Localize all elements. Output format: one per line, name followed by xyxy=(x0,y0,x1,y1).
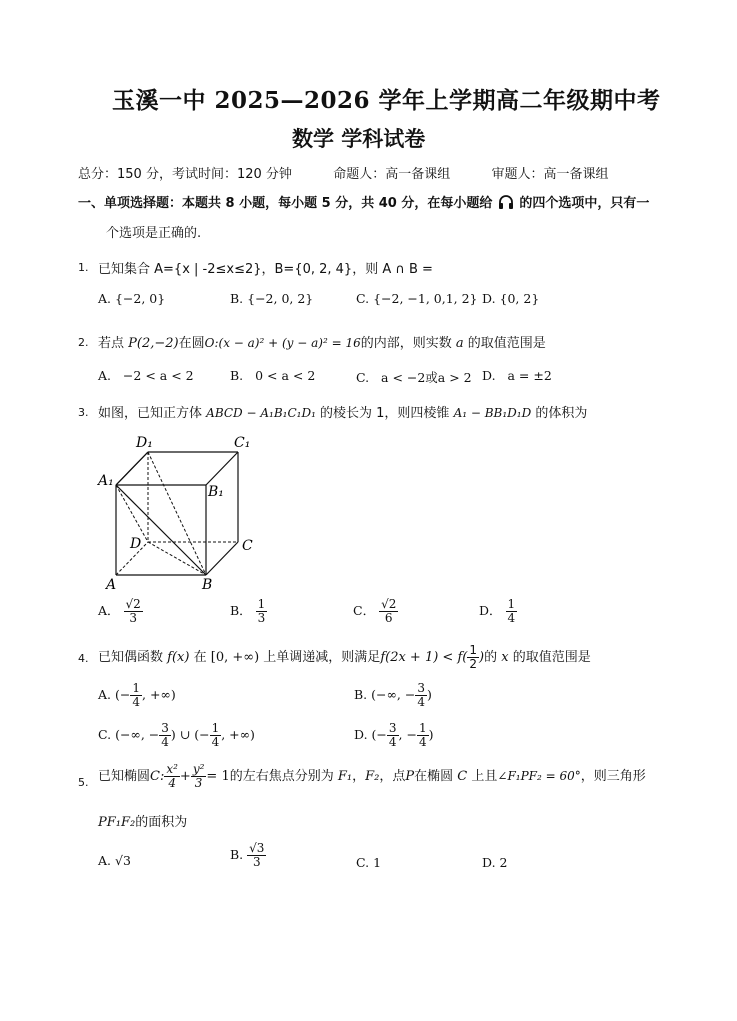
option-label: A． xyxy=(98,603,120,619)
frac-num: x² xyxy=(166,762,178,776)
frac-den: 4 xyxy=(417,695,425,710)
q5-angle: ∠F₁PF₂ = 60° xyxy=(497,769,581,784)
frac-den: 2 xyxy=(469,657,477,672)
q2-option-c: C. a < −2或a > 2 xyxy=(356,370,472,385)
q2-point: P(2,−2) xyxy=(128,336,179,351)
frac-num: y² xyxy=(192,762,205,776)
question-5-stem xyxy=(98,763,646,790)
option-label: A. xyxy=(98,853,112,868)
frac-den: 6 xyxy=(384,611,393,626)
q4-interval: [0, +∞) xyxy=(210,650,260,666)
frac-num: √2 xyxy=(381,597,397,611)
q1-option-a: A. {−2, 0} xyxy=(98,291,166,306)
label-c: C xyxy=(242,538,253,554)
q4-ineq: f(2x + 1) < f( xyxy=(380,650,468,666)
option-label: C． xyxy=(353,603,376,619)
q1-option-c: C. {−2, −1, 0,1, 2} xyxy=(356,291,478,306)
opt-part: ) xyxy=(426,687,432,703)
question-number: 2. xyxy=(78,336,89,349)
frac-num: √2 xyxy=(125,597,141,611)
q3-stem-a: 如图，已知正方体 xyxy=(98,406,203,421)
q5-option-b xyxy=(230,842,266,869)
frac-den: 3 xyxy=(129,611,137,626)
q1-option-b: B. {−2, 0, 2} xyxy=(230,291,314,306)
q5-stem-f: ，则三角形 xyxy=(580,769,646,785)
frac-num: 1 xyxy=(418,721,427,735)
q3-cube: ABCD − A₁B₁C₁D₁ xyxy=(206,406,316,420)
exam-info: 总分：150 分，考试时间：120 分钟 命题人：高一备课组 审题人：高一备课组 xyxy=(78,167,609,182)
opt-part: ) xyxy=(428,727,434,743)
q5-stem-g: 的面积为 xyxy=(135,815,188,830)
q5-triangle: PF₁F₂ xyxy=(98,815,136,830)
exam-title: 玉溪一中 2025—2026 学年上学期高二年级期中考 xyxy=(112,87,661,114)
frac-num: 1 xyxy=(132,681,140,695)
frac-num: 1 xyxy=(507,597,516,611)
q2-stem-b: 在圆 xyxy=(178,336,205,351)
q5-C2: C xyxy=(457,769,468,785)
label-d: D xyxy=(130,536,142,552)
question-number: 4. xyxy=(78,652,89,665)
frac-den: 4 xyxy=(161,735,169,750)
section-heading-a: 一、单项选择题：本题共 8 小题，每小题 5 分，共 40 分，在每小题给 xyxy=(78,196,493,211)
opt-part: (− xyxy=(371,727,387,743)
section-heading-b: 的四个选项中，只有一 xyxy=(519,196,650,211)
q1-option-d: D. {0, 2} xyxy=(482,291,540,306)
q5-C: C: xyxy=(150,769,165,785)
q4-option-d xyxy=(354,722,434,749)
frac-num: 1 xyxy=(257,597,266,611)
option-label: B. xyxy=(230,847,244,863)
q4-stem-e: 的取值范围是 xyxy=(512,650,591,666)
q2-stem-a: 若点 xyxy=(98,336,125,351)
exam-subtitle: 数学 学科试卷 xyxy=(292,126,426,151)
q5-F1: F₁ xyxy=(337,769,353,785)
q3-stem-c: 的体积为 xyxy=(535,406,588,421)
question-3-stem xyxy=(98,402,587,421)
frac-num: √3 xyxy=(249,841,265,855)
q4-stem-a: 已知偶函数 xyxy=(98,650,164,666)
question-4-stem xyxy=(98,644,591,671)
q3-option-a xyxy=(98,598,143,625)
frac-num: 3 xyxy=(417,681,425,695)
opt-part: (− xyxy=(115,687,131,703)
frac-den: 3 xyxy=(257,611,266,626)
opt-part: , +∞) xyxy=(142,687,176,703)
frac-den: 4 xyxy=(132,695,140,710)
option-value: √3 xyxy=(115,853,131,868)
label-b: B xyxy=(202,577,213,593)
option-label: B． xyxy=(230,603,252,619)
q5-option-a xyxy=(98,853,131,868)
frac-num: 3 xyxy=(388,721,397,735)
q2-stem-d: 的取值范围是 xyxy=(467,336,546,351)
q5-F2: F₂ xyxy=(365,769,380,785)
label-a: A xyxy=(106,577,117,593)
section-heading xyxy=(78,192,649,215)
frac-den: 4 xyxy=(507,611,516,626)
q5-eq: = 1 xyxy=(206,769,230,785)
cube-figure xyxy=(96,430,266,595)
q2-circle: O:(x − a)² + (y − a)² = 16 xyxy=(204,336,361,350)
frac-den: 3 xyxy=(252,855,261,870)
frac-num: 3 xyxy=(161,721,169,735)
q2-option-d: D. a = ±2 xyxy=(482,368,552,383)
q5-stem-d: 在椭圆 xyxy=(414,769,454,785)
q5-comma: ， xyxy=(352,769,366,785)
headphone-icon xyxy=(497,193,515,215)
q5-stem-c: ，点 xyxy=(379,769,406,785)
q5-option-c: C. 1 xyxy=(356,855,382,870)
opt-part: (−∞, − xyxy=(115,727,160,743)
question-number: 1. xyxy=(78,261,89,274)
frac-den: 3 xyxy=(194,776,203,791)
q2-stem-c: 的内部，则实数 xyxy=(360,336,452,351)
frac-den: 4 xyxy=(418,735,427,750)
frac-den: 4 xyxy=(168,776,176,791)
q3-pyramid: A₁ − BB₁D₁D xyxy=(453,406,532,420)
question-1-stem: 已知集合 A={x | -2≤x≤2}，B={0, 2, 4}，则 A ∩ B = xyxy=(98,262,433,277)
q5-option-d: D. 2 xyxy=(482,855,508,870)
q4-ineq-end: ) xyxy=(478,650,485,666)
q2-option-a: A. −2 < a < 2 xyxy=(98,368,194,383)
q3-stem-b: 的棱长为 1，则四棱锥 xyxy=(320,406,450,421)
frac-num: 1 xyxy=(469,643,477,657)
q5-stem-a: 已知椭圆 xyxy=(98,769,151,785)
opt-part: ) ∪ (− xyxy=(170,727,210,743)
q4-stem-b: 在 xyxy=(193,650,207,666)
question-2-stem xyxy=(98,332,546,351)
q4-option-b xyxy=(354,682,432,709)
question-number: 3. xyxy=(78,406,89,419)
q4-option-a xyxy=(98,682,176,709)
q3-option-c xyxy=(353,598,398,625)
q4-stem-c: 上单调递减，则满足 xyxy=(263,650,381,666)
question-number: 5. xyxy=(78,776,89,789)
option-label: D. xyxy=(354,727,368,743)
q2-option-b: B. 0 < a < 2 xyxy=(230,368,316,383)
label-a1: A₁ xyxy=(98,473,114,489)
label-c1: C₁ xyxy=(234,435,251,451)
q5-plus: + xyxy=(179,769,191,785)
section-heading-line2: 个选项是正确的. xyxy=(106,226,202,241)
opt-part: (−∞, − xyxy=(371,687,416,703)
q4-option-c xyxy=(98,722,255,749)
q5-stem-b: 的左右焦点分别为 xyxy=(229,769,334,785)
option-label: B. xyxy=(354,687,368,703)
opt-part: , − xyxy=(398,727,417,743)
q3-option-d xyxy=(479,598,517,625)
option-label: A. xyxy=(98,687,112,703)
label-b1: B₁ xyxy=(208,484,224,500)
frac-den: 4 xyxy=(388,735,397,750)
frac-den: 4 xyxy=(211,735,220,750)
question-5-stem-line2 xyxy=(98,811,187,830)
option-label: C. xyxy=(98,727,112,743)
q2-var: a xyxy=(455,336,464,351)
q4-x: x xyxy=(501,650,509,666)
q3-option-b xyxy=(230,598,267,625)
q5-P: P xyxy=(405,769,415,785)
frac-num: 1 xyxy=(211,721,220,735)
option-label: D． xyxy=(479,603,502,619)
q4-stem-d: 的 xyxy=(484,650,498,666)
label-d1: D₁ xyxy=(136,435,153,451)
q4-f: f(x) xyxy=(167,650,190,666)
opt-part: , +∞) xyxy=(221,727,255,743)
q5-stem-e: 上且 xyxy=(471,769,498,785)
